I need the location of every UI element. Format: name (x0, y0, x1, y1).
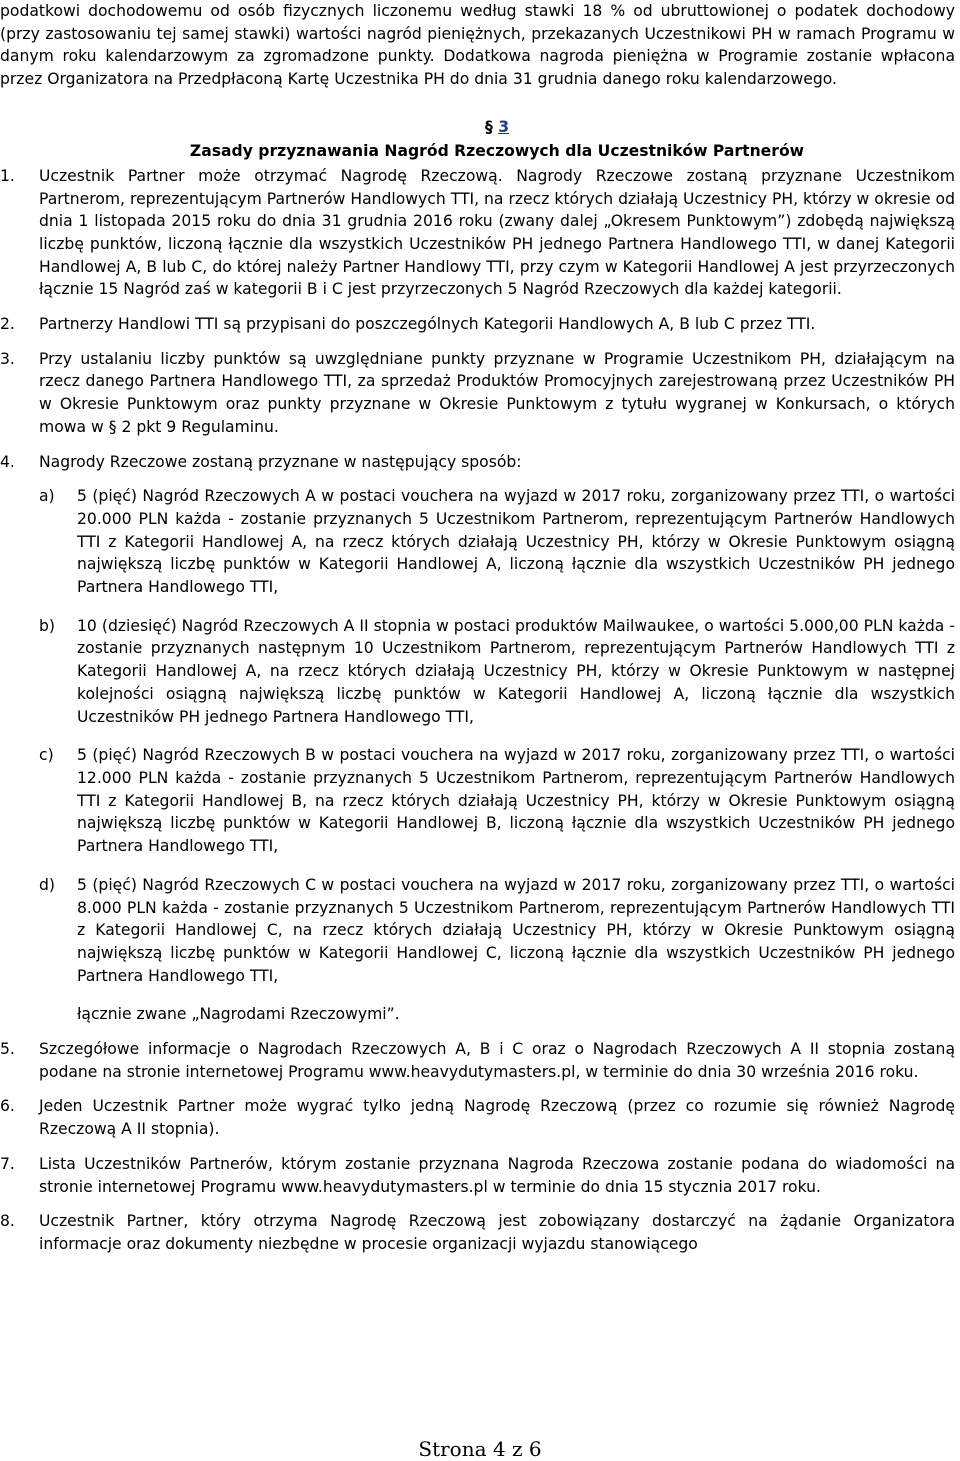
item-number: 5. (0, 1040, 15, 1059)
sublist-text: 5 (pięć) Nagród Rzeczowych B w postaci vouchera na wyjazd w 2017 roku, zorganizowany przez TTI, o wartości 12.000 PLN każda - zostanie przyznanych 5 Uczestnikom Partnerom, reprezentującym Partnerów Handlowych TTI z Kategorii Handlowej B, na rzecz których działają Uczestnicy PH, którzy w Okresie Punktowym osiągną największą liczbę punktów w Kategorii Handlowej B, liczoną łącznie dla wszystkich Uczestników PH jednego Partnera Handlowego TTI, (77, 746, 955, 856)
list-item (0, 451, 955, 1026)
item-text: Przy ustalaniu liczby punktów są uwzględniane punkty przyznane w Programie Uczestnikom PH, działającym na rzecz danego Partnera Handlowego TTI, za sprzedaż Produktów Promocyjnych zarejestrowaną przez Uczestników PH w Okresie Punktowym oraz punkty przyznane w Okresie Punktowym z tytułu wygranej w Konkursach, o których mowa w § 2 pkt 9 Regulaminu. (39, 349, 955, 436)
list-item (0, 1153, 955, 1198)
section-number-value: 3 (498, 117, 510, 136)
list-item (0, 1210, 955, 1255)
section-number (39, 115, 955, 139)
intro-paragraph: podatkowi dochodowemu od osób fizycznych liczonemu według stawki 18 % od ubruttowionej o podatek dochodowy (przy zastosowaniu tej samej stawki) wartości nagród pieniężnych, przekazanych Uczestnikowi PH w ramach Programu w danym roku kalendarzowym za zgromadzone punkty. Dodatkowa nagroda pieniężna w Programie zostanie wpłacona przez Organizatora na Przedpłaconą Kartę Uczestnika PH do dnia 31 grudnia danego roku kalendarzowego. (0, 2, 955, 89)
item-number: 6. (0, 1097, 15, 1116)
list-item (0, 1095, 955, 1140)
section-title: Zasady przyznawania Nagród Rzeczowych dla Uczestników Partnerów (189, 141, 805, 160)
sublist-text: 5 (pięć) Nagród Rzeczowych C w postaci vouchera na wyjazd w 2017 roku, zorganizowany przez TTI, o wartości 8.000 PLN każda - zostanie przyznanych 5 Uczestnikom Partnerom, reprezentującym Partnerów Handlowych TTI z Kategorii Handlowej C, na rzecz których działają Uczestnicy PH, którzy w Okresie Punktowym osiągną największą liczbę punktów w Kategorii Handlowej C, liczoną łącznie dla wszystkich Uczestników PH jednego Partnera Handlowego TTI, (77, 875, 955, 985)
page-footer (0, 1437, 960, 1461)
sublist-summary: łącznie zwane „Nagrodami Rzeczowymi”. (77, 1005, 400, 1024)
item-number: 1. (0, 166, 15, 185)
item-text: Uczestnik Partner, który otrzyma Nagrodę Rzeczową jest zobowiązany dostarczyć na żądanie Organizatora informacje oraz dokumenty niezbędne w procesie organizacji wyjazdu stanowiącego (39, 1212, 955, 1253)
sublist-letter: a) (39, 487, 55, 506)
list-item (0, 165, 955, 301)
sublist-letter: c) (39, 746, 54, 765)
section-heading (39, 115, 955, 163)
sublist-item (39, 485, 955, 599)
item-number: 7. (0, 1154, 15, 1173)
list-item (0, 313, 955, 336)
item-text: Partnerzy Handlowi TTI są przypisani do poszczególnych Kategorii Handlowych A, B lub C przez TTI. (39, 315, 816, 334)
item-number: 8. (0, 1212, 15, 1231)
item-text: Nagrody Rzeczowe zostaną przyznane w następujący sposób: (39, 452, 522, 471)
footer-prefix: Strona (418, 1437, 487, 1461)
sublist-letter: b) (39, 616, 55, 635)
item-number: 3. (0, 349, 15, 368)
list-item (0, 1038, 955, 1083)
item-number: 2. (0, 315, 15, 334)
list-item (0, 348, 955, 439)
sublist-text: 5 (pięć) Nagród Rzeczowych A w postaci vouchera na wyjazd w 2017 roku, zorganizowany przez TTI, o wartości 20.000 PLN każda - zostanie przyznanych 5 Uczestnikom Partnerom, reprezentującym Partnerów Handlowych TTI z Kategorii Handlowej A, na rzecz których działają Uczestnicy PH, którzy w Okresie Punktowym osiągną największą liczbę punktów w Kategorii Handlowej A, liczoną łącznie dla wszystkich Uczestników PH jednego Partnera Handlowego TTI, (77, 487, 955, 597)
item-text: Jeden Uczestnik Partner może wygrać tylko jedną Nagrodę Rzeczową (przez co rozumie się również Nagrodę Rzeczową A II stopnia). (39, 1097, 955, 1139)
numbered-list (0, 165, 955, 1256)
footer-page-number: 4 (492, 1437, 506, 1461)
sublist-text: 10 (dziesięć) Nagród Rzeczowych A II stopnia w postaci produktów Mailwaukee, o wartości 5.000,00 PLN każda - zostanie przyznanych następnym 10 Uczestnikom Partnerom, reprezentującym Partnerów Handlowych TTI z Kategorii Handlowej A, na rzecz których działają Uczestnicy PH, którzy w Okresie Punktowym w następnej kolejności osiągną największą liczbę punktów w Kategorii Handlowej A, liczoną łącznie dla wszystkich Uczestników PH jednego Partnera Handlowego TTI, (77, 616, 955, 726)
lettered-sublist (39, 485, 955, 1026)
sublist-item (39, 874, 955, 988)
footer-separator: z (511, 1437, 523, 1461)
sublist-item (39, 615, 955, 729)
sublist-item (39, 744, 955, 858)
section-symbol: § (484, 117, 493, 136)
item-text: Szczegółowe informacje o Nagrodach Rzeczowych A, B i C oraz o Nagrodach Rzeczowych A II stopnia zostaną podane na stronie internetowej Programu www.heavydutymasters.pl, w terminie do dnia 30 września 2016 roku. (39, 1040, 955, 1081)
item-text: Uczestnik Partner może otrzymać Nagrodę Rzeczową. Nagrody Rzeczowe zostaną przyznane Uczestnikom Partnerom, reprezentującym Partnerów Handlowych TTI, na rzecz których działają Uczestnicy PH, którzy w okresie od dnia 1 listopada 2015 roku do dnia 31 grudnia 2016 roku (zwany dalej „Okresem Punktowym”) zdobędą największą liczbę punktów, liczoną łącznie dla wszystkich Uczestników PH jednego Partnera Handlowego TTI, w danej Kategorii Handlowej A, B lub C, do której należy Partner Handlowy TTI, przy czym w Kategorii Handlowej A jest przyrzeczonych łącznie 15 Nagród zaś w kategorii B i C jest przyrzeczonych 5 Nagród Rzeczowych dla każdej kategorii. (39, 166, 955, 299)
footer-total-pages: 6 (528, 1437, 542, 1461)
item-text: Lista Uczestników Partnerów, którym zostanie przyznana Nagroda Rzeczowa zostanie podana do wiadomości na stronie internetowej Programu www.heavydutymasters.pl w terminie do dnia 15 stycznia 2017 roku. (39, 1154, 955, 1196)
item-number: 4. (0, 452, 15, 471)
sublist-letter: d) (39, 875, 55, 894)
